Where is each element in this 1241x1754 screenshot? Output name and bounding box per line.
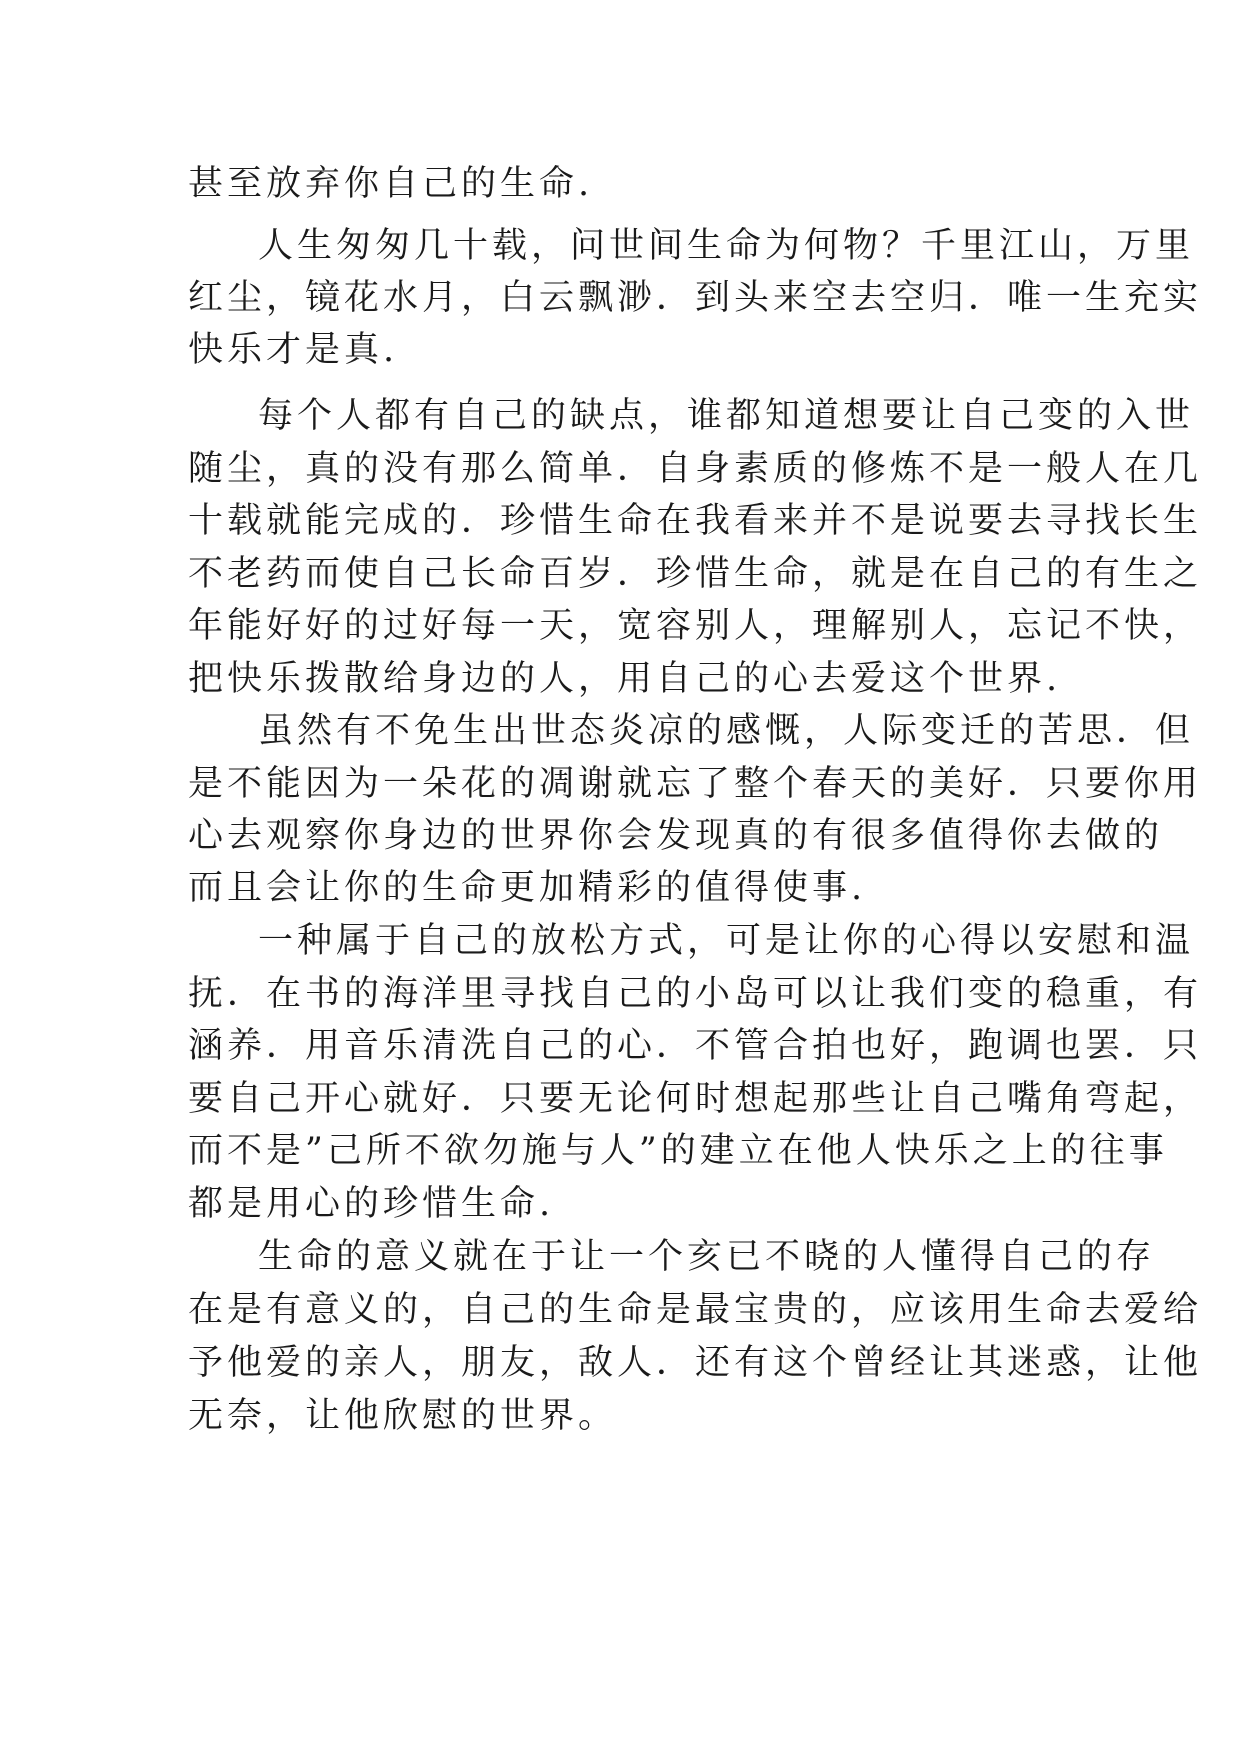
text-line: 无奈，让他欣慰的世界。 (188, 1396, 618, 1436)
text-line: 要自己开心就好．只要无论何时想起那些让自己嘴角弯起， (188, 1079, 1203, 1119)
text-line: 每个人都有自己的缺点，谁都知道想要让自己变的入世 (258, 396, 1195, 436)
text-line: 在是有意义的，自己的生命是最宝贵的，应该用生命去爱给 (188, 1290, 1203, 1330)
text-line: 都是用心的珍惜生命. (188, 1184, 555, 1224)
text-line: 而且会让你的生命更加精彩的值得使事. (188, 868, 867, 908)
text-line: 生命的意义就在于让一个亥已不晓的人懂得自己的存 (258, 1237, 1156, 1277)
text-line: 红尘，镜花水月，白云飘渺．到头来空去空归．唯一生充实 (188, 278, 1203, 318)
text-line: 而不是”己所不欲勿施与人”的建立在他人快乐之上的往事 (188, 1131, 1168, 1171)
text-line: 予他爱的亲人，朋友，敌人．还有这个曾经让其迷惑，让他 (188, 1343, 1203, 1383)
text-line: 不老药而使自己长命百岁．珍惜生命，就是在自己的有生之 (188, 554, 1203, 594)
text-line: 人生匆匆几十载，问世间生命为何物？千里江山，万里 (258, 226, 1195, 266)
text-line: 甚至放弃你自己的生命. (188, 164, 594, 204)
text-line: 把快乐拨散给身边的人，用自己的心去爱这个世界. (188, 659, 1062, 699)
text-line: 快乐才是真. (188, 330, 399, 370)
text-line: 心去观察你身边的世界你会发现真的有很多值得你去做的 (188, 816, 1164, 856)
text-line: 是不能因为一朵花的凋谢就忘了整个春天的美好．只要你用 (188, 764, 1203, 804)
text-line: 一种属于自己的放松方式，可是让你的心得以安慰和温 (258, 921, 1195, 961)
text-line: 涵养．用音乐清洗自己的心．不管合拍也好，跑调也罢．只 (188, 1026, 1203, 1066)
text-line: 抚．在书的海洋里寻找自己的小岛可以让我们变的稳重，有 (188, 974, 1203, 1014)
text-line: 虽然有不免生出世态炎凉的感慨，人际变迁的苦思．但 (258, 711, 1195, 751)
text-line: 年能好好的过好每一天，宽容别人，理解别人，忘记不快， (188, 606, 1203, 646)
text-line: 十载就能完成的．珍惜生命在我看来并不是说要去寻找长生 (188, 501, 1203, 541)
text-line: 随尘，真的没有那么简单．自身素质的修炼不是一般人在几 (188, 449, 1203, 489)
